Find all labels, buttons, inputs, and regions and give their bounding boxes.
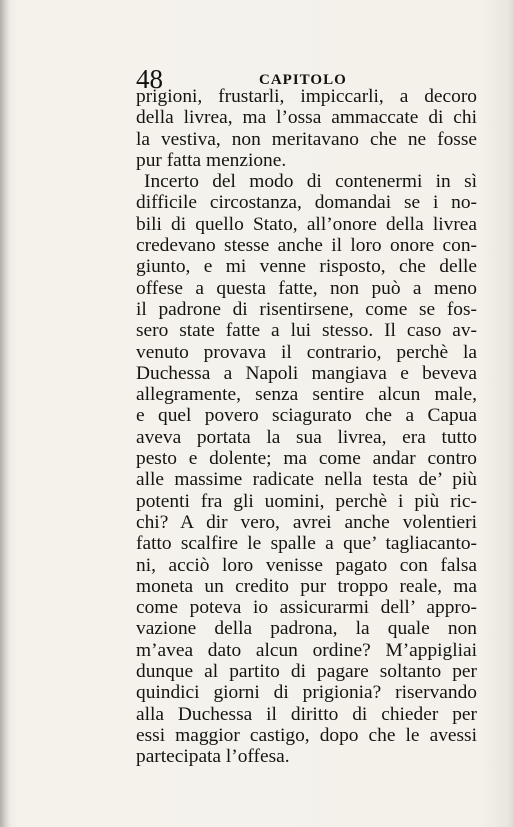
text-line: alla Duchessa il diritto di chieder per [136, 703, 477, 725]
text-line: credevano stesse anche il loro onore con- [136, 235, 477, 257]
text-line: chi? A dir vero, avrei anche volentieri [136, 511, 477, 533]
text-line: prigioni, frustarli, impiccarli, a decoro [136, 86, 477, 107]
text-line: venuto provava il contrario, perchè la [136, 341, 477, 363]
text-line: giunto, e mi venne risposto, che delle [136, 256, 477, 278]
text-line: pur fatta menzione. [136, 149, 287, 171]
text-line: allegramente, senza sentire alcun male, [136, 384, 477, 406]
text-line: dunque al partito di pagare soltanto per [136, 661, 477, 683]
running-head: CAPITOLO [259, 72, 347, 88]
text-line: potenti fra gli uomini, perchè i più ric- [136, 490, 477, 512]
text-line: pesto e dolente; ma come andar contro [136, 448, 477, 470]
page-gutter-shadow [0, 0, 10, 827]
text-line: ni, acciò loro venisse pagato con falsa [136, 554, 477, 576]
page-number: 48 [136, 64, 163, 94]
text-line: essi maggior castigo, dopo che le avessi [136, 724, 477, 746]
text-line: Incerto del modo di contenermi in sì [144, 171, 477, 193]
text-line: m’avea dato alcun ordine? M’appigliai [136, 639, 477, 661]
text-line: della livrea, ma l’ossa ammaccate di chi [136, 107, 477, 129]
text-line: quindici giorni di prigionia? riservando [136, 682, 477, 704]
text-line: Duchessa a Napoli mangiava e beveva [136, 362, 477, 384]
text-line: la vestiva, non meritavano che ne fosse [136, 128, 477, 150]
text-line: e quel povero sciagurato che a Capua [136, 405, 477, 427]
text-line: bili di quello Stato, all’onore della livrea [136, 213, 477, 235]
text-line: partecipata l’offesa. [136, 746, 290, 768]
body-text [136, 86, 477, 768]
text-line: come poteva io assicurarmi dell’ appro- [136, 597, 477, 619]
text-line: moneta un credito pur troppo reale, ma [136, 575, 477, 597]
text-line: aveva portata la sua livrea, era tutto [136, 426, 477, 448]
text-line: fatto scalfire le spalle a que’ tagliacanto- [136, 533, 477, 555]
text-line: vazione della padrona, la quale non [136, 618, 477, 640]
text-line: difficile circostanza, domandai se i no- [136, 192, 477, 214]
text-line: il padrone di risentirsene, come se fos- [136, 298, 477, 320]
text-line: alle massime radicate nella testa de’ più [136, 469, 477, 491]
text-line: sero state fatte a lui stesso. Il caso av- [136, 320, 477, 342]
text-line: offese a questa fatte, non può a meno [136, 277, 477, 299]
